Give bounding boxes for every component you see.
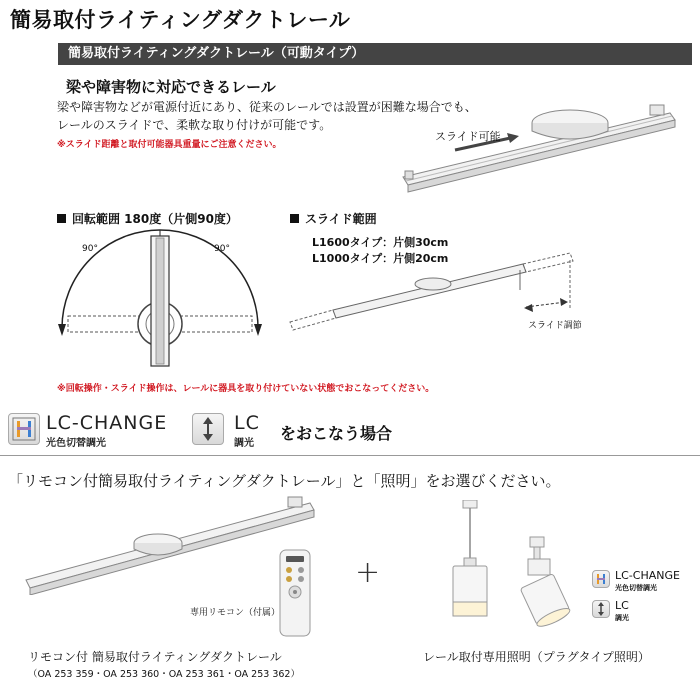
small-lc-title: LC [615, 599, 629, 612]
operation-note: ※回転操作・スライド操作は、レールに器具を取り付けていない状態でおこなってください。 [57, 384, 435, 394]
square-bullet-icon [57, 214, 66, 223]
remote-control-illustration [278, 548, 312, 638]
lc-case-text: をおこなう場合 [280, 424, 393, 443]
lc-change-title: LC-CHANGE [46, 412, 168, 434]
slide-heading [290, 210, 377, 227]
intro-subhead: 梁や障害物に対応できるレール [66, 78, 276, 96]
small-lc-change-sub: 光色切替調光 [615, 584, 657, 592]
rail-caption: リモコン付 簡易取付ライティングダクトレール [28, 650, 282, 664]
sliding-rail-illustration [395, 95, 700, 205]
light-caption: レール取付専用照明（プラグタイプ照明） [423, 650, 650, 664]
section-divider [0, 455, 700, 456]
lc-change-sub: 光色切替調光 [46, 438, 106, 449]
choose-instruction: 「リモコン付簡易取付ライティングダクトレール」と「照明」をお選びください。 [8, 472, 561, 490]
lc-sub: 調光 [234, 438, 254, 449]
remote-label: 専用リモコン（付属） [190, 608, 281, 618]
slide-heading-text: スライド範囲 [305, 212, 377, 226]
intro-note: ※スライド距離と取付可能器具重量にご注意ください。 [57, 140, 282, 150]
intro-line-1: 梁や障害物などが電源付近にあり、従来のレールでは設置が困難な場合でも、 [57, 100, 477, 114]
intro-line-2: レールのスライドで、柔軟な取り付けが可能です。 [57, 118, 332, 132]
angle-left-label: 90° [82, 244, 98, 254]
angle-right-label: 90° [214, 244, 230, 254]
square-bullet-icon [290, 214, 299, 223]
slide-range-diagram [288, 252, 578, 347]
small-lc-change-title: LC-CHANGE [615, 569, 680, 582]
lc-title: LC [234, 412, 260, 434]
lc-change-icon [8, 413, 40, 445]
slide-possible-label: スライド可能 [435, 130, 501, 143]
spot-light-illustration [510, 535, 590, 630]
remote-rail-illustration [20, 495, 320, 595]
slide-spec-2: L1000タイプ：片側20cm [312, 252, 449, 265]
slide-spec-1: L1600タイプ：片側30cm [312, 236, 449, 249]
small-lc-change-icon [592, 570, 610, 588]
small-lc-icon [592, 600, 610, 618]
section-band: 簡易取付ライティングダクトレール（可動タイプ） [58, 43, 692, 65]
small-lc-sub: 調光 [615, 614, 629, 622]
rotation-heading-text: 回転範囲 180度（片側90度） [72, 212, 238, 226]
rail-models: （OA 253 359・OA 253 360・OA 253 361・OA 253 362） [28, 669, 300, 680]
rotation-heading [57, 210, 238, 227]
slide-adjust-label: スライド調節 [528, 321, 582, 331]
lc-dimming-icon [192, 413, 224, 445]
pendant-light-illustration [445, 500, 495, 630]
plus-sign: + [355, 555, 381, 590]
page-title: 簡易取付ライティングダクトレール [10, 8, 351, 32]
